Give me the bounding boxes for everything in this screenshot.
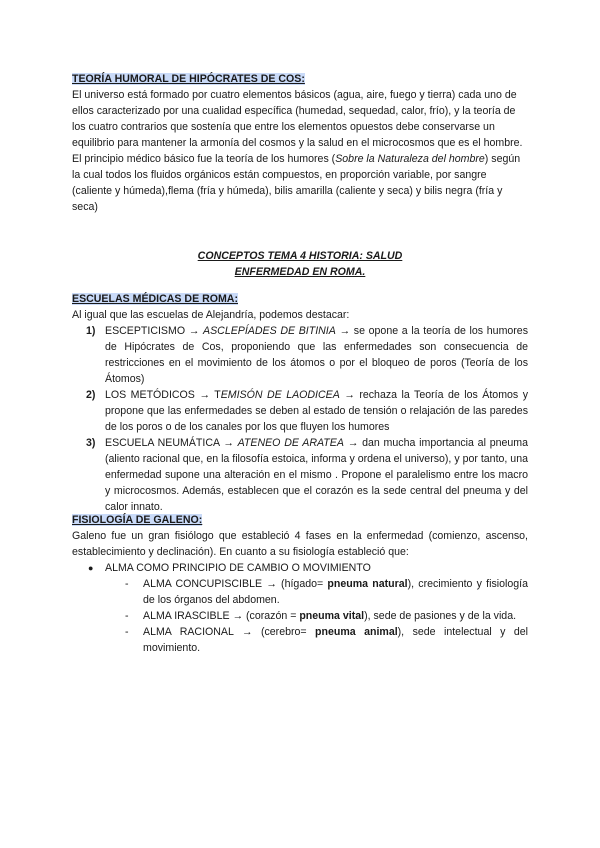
- heading-galeno: FISIOLOGÍA DE GALENO:: [72, 514, 203, 526]
- escuelas-intro: Al igual que las escuelas de Alejandría, podemos destacar:: [72, 309, 350, 321]
- paragraph-elementos: El universo está formado por cuatro elementos básicos (agua, aire, fuego y tierra) cada uno de ellos caracterizado por una cualidad específica (humedad, sequedad, calor, frío), y la teoría de los cuatro contrarios que sostenía que entre los elementos opuestos debe conservarse un equilibrio para mantener la armonía del cosmos y la salud en el microcosmos que es el hombre.: [72, 89, 523, 149]
- section-galeno: [72, 512, 528, 656]
- heading-hipocrates: TEORÍA HUMORAL DE HIPÓCRATES DE COS:: [72, 73, 305, 85]
- sub-item: - ALMA CONCUPISCIBLE → (hígado= pneuma natural), crecimiento y fisiología de los órganos del abdomen.: [125, 578, 528, 606]
- section-hipocrates: [72, 71, 528, 215]
- list-item: 3) ESCUELA NEUMÁTICA → ATENEO DE ARATEA → dan mucha importancia al pneuma (aliento racional que, en la filosofía estoica, informa y ordena el universo), y por tanto, una enfermedad supone una alteración en el mismo . Propone el paralelismo entre los macro y microcosmos. Además, establecen que el corazón es la sede central del pneuma y del calor innato.: [86, 437, 528, 513]
- sub-item: - ALMA RACIONAL → (cerebro= pneuma animal), sede intelectual y del movimiento.: [125, 626, 529, 654]
- title-line-2: ENFERMEDAD EN ROMA.: [234, 266, 366, 278]
- list-item: 1) ESCEPTICISMO → ASCLEPÍADES DE BITINIA → se opone a la teoría de los humores de Hipócrates de Cos, proponiendo que las enfermedades son consecuencia de restricciones en el movimiento de los átomos o por el bloqueo de poros (Teoría de los Átomos): [86, 325, 528, 385]
- list-item: 2) LOS METÓDICOS → TEMISÓN DE LAODICEA → rechaza la Teoría de los Átomos y propone que las enfermedades se deben al estado de tensión o relajación de las paredes de los poros o de los canales por los que fluyen los humores: [86, 389, 528, 433]
- page-title: [72, 248, 528, 280]
- heading-escuelas: ESCUELAS MÉDICAS DE ROMA:: [72, 293, 238, 305]
- section-escuelas: [72, 291, 528, 515]
- galeno-intro: Galeno fue un gran fisiólogo que estableció 4 fases en la enfermedad (comienzo, ascenso, establecimiento y declinación). En cuanto a su fisiología estableció que:: [72, 530, 528, 558]
- bullet-icon: ●: [88, 563, 94, 573]
- title-line-1: CONCEPTOS TEMA 4 HISTORIA: SALUD: [197, 250, 403, 262]
- dash-icon: -: [125, 578, 129, 590]
- paragraph-humores: El principio médico básico fue la teoría de los humores (Sobre la Naturaleza del hombre) según la cual todos los fluidos orgánicos están compuestos, en proporción variable, por sangre (caliente y húmeda),flema (fría y húmeda), bilis amarilla (caliente y seca) y bilis negra (fría y seca): [72, 153, 521, 213]
- dash-icon: -: [125, 610, 129, 622]
- bullet-item: ● ALMA COMO PRINCIPIO DE CAMBIO O MOVIMIENTO: [88, 562, 371, 574]
- escuelas-list: [72, 323, 528, 515]
- sub-item: - ALMA IRASCIBLE → (corazón = pneuma vital), sede de pasiones y de la vida.: [125, 610, 517, 622]
- dash-icon: -: [125, 626, 129, 638]
